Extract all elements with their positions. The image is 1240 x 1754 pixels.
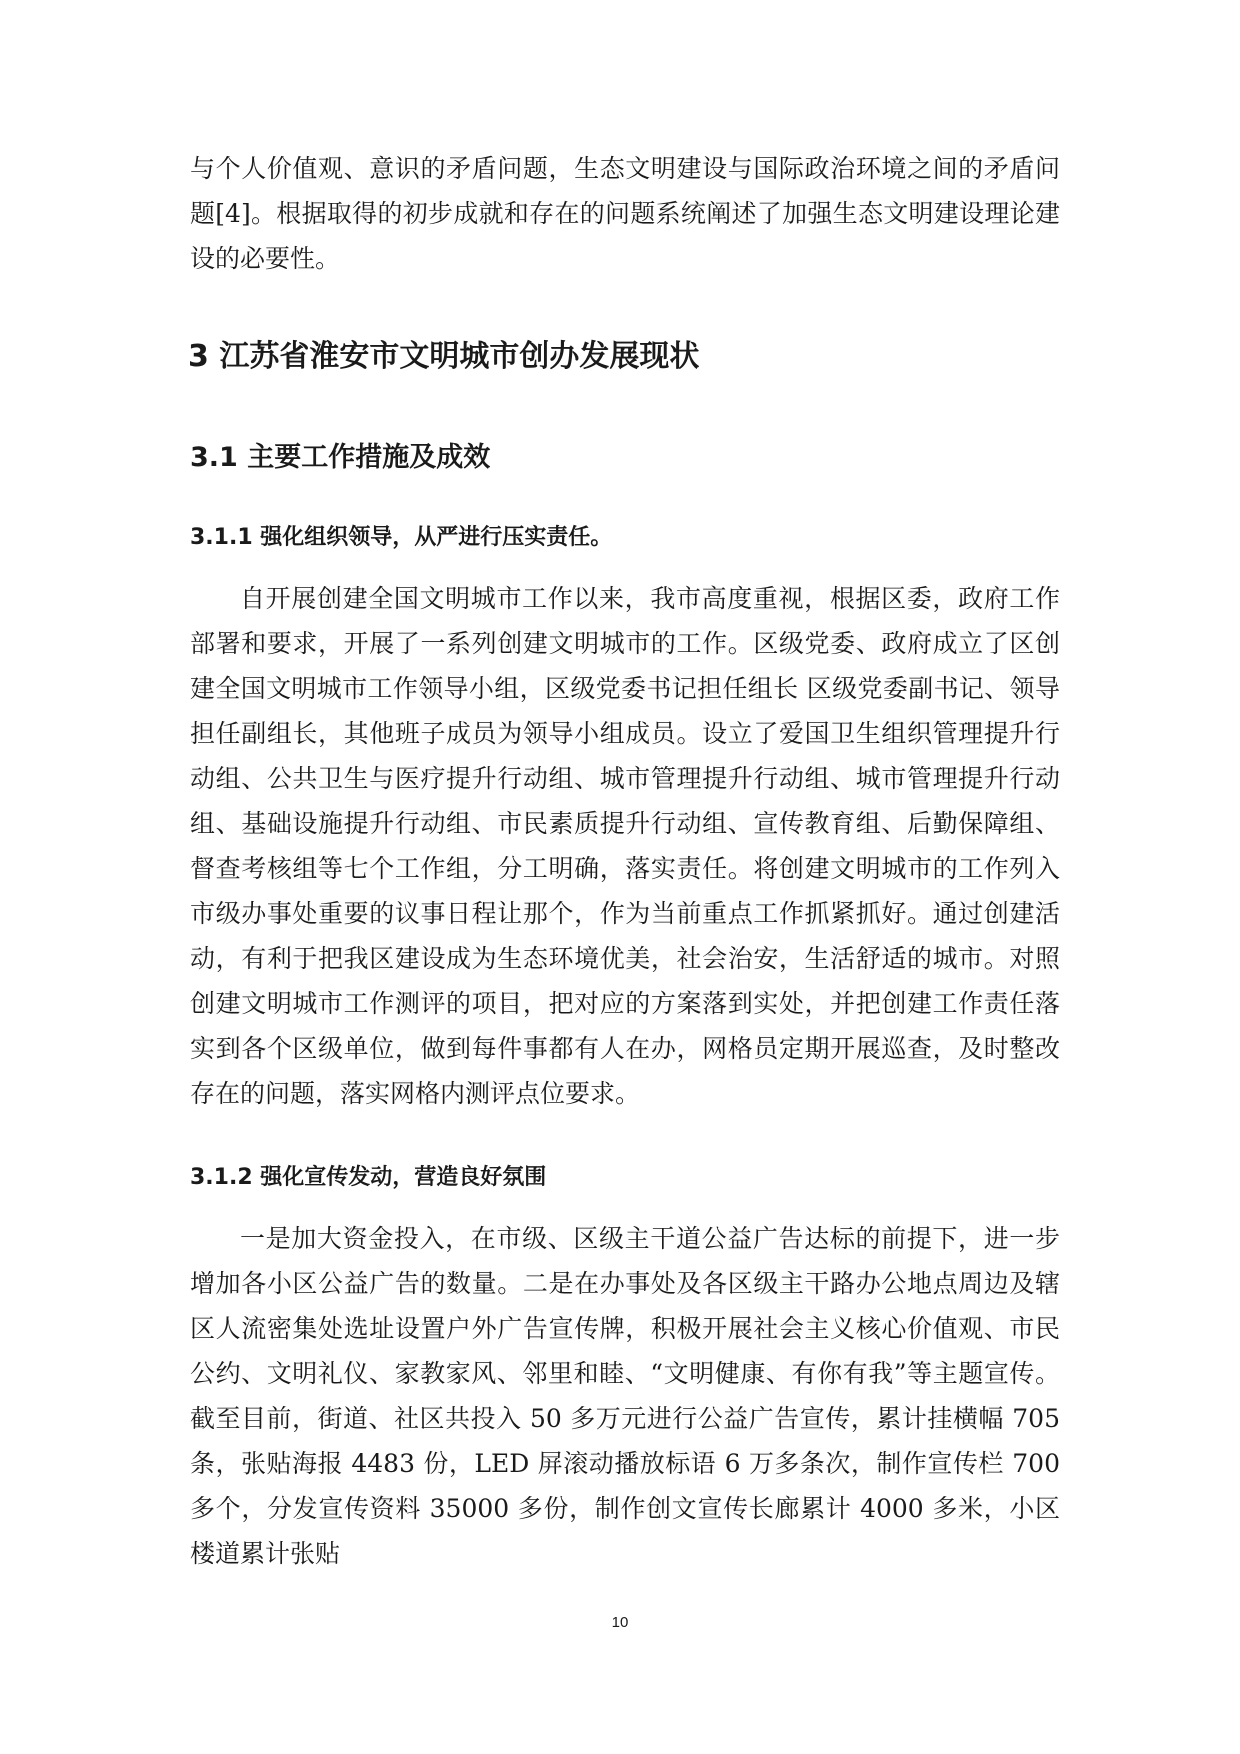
subsubsection-heading-publicity: 3.1.2 强化宣传发动，营造良好氛围 — [190, 1165, 547, 1190]
paragraph-publicity: 一是加大资金投入，在市级、区级主干道公益广告达标的前提下，进一步增加各小区公益广告的数量。二是在办事处及各区级主干路办公地点周边及辖区人流密集处选址设置户外广告宣传牌，积极开展社会主义核心价值观、市民公约、文明礼仪、家教家风、邻里和睦、“文明健康、有你有我”等主题宣传。截至目前，街道、社区共投入 50 多万元进行公益广告宣传，累计挂横幅 705 条，张贴海报 4483 份，LED 屏滚动播放标语 6 万多条次，制作宣传栏 700 多个，分发宣传资料 35000 多份，制作创文宣传长廊累计 4000 多米，小区楼道累计张贴 — [190, 1224, 1060, 1568]
section-heading: 3 江苏省淮安市文明城市创办发展现状 — [188, 339, 700, 374]
page-number: 10 — [611, 1614, 629, 1631]
subsection-heading: 3.1 主要工作措施及成效 — [190, 442, 491, 473]
subsubsection-heading-organization: 3.1.1 强化组织领导，从严进行压实责任。 — [190, 525, 613, 550]
paragraph-intro-continued: 与个人价值观、意识的矛盾问题，生态文明建设与国际政治环境之间的矛盾问题[4]。根据取得的初步成就和存在的问题系统阐述了加强生态文明建设理论建设的必要性。 — [190, 154, 1060, 273]
paragraph-organization: 自开展创建全国文明城市工作以来，我市高度重视，根据区委，政府工作部署和要求，开展了一系列创建文明城市的工作。区级党委、政府成立了区创建全国文明城市工作领导小组，区级党委书记担任组长 区级党委副书记、领导担任副组长，其他班子成员为领导小组成员。设立了爱国卫生组织管理提升行动组、公共卫生与医疗提升行动组、城市管理提升行动组、城市管理提升行动组、基础设施提升行动组、市民素质提升行动组、宣传教育组、后勤保障组、督查考核组等七个工作组，分工明确，落实责任。将创建文明城市的工作列入市级办事处重要的议事日程让那个，作为当前重点工作抓紧抓好。通过创建活动，有利于把我区建设成为生态环境优美，社会治安，生活舒适的城市。对照创建文明城市工作测评的项目，把对应的方案落到实处，并把创建工作责任落实到各个区级单位，做到每件事都有人在办，网格员定期开展巡查，及时整改存在的问题，落实网格内测评点位要求。 — [190, 584, 1060, 1108]
